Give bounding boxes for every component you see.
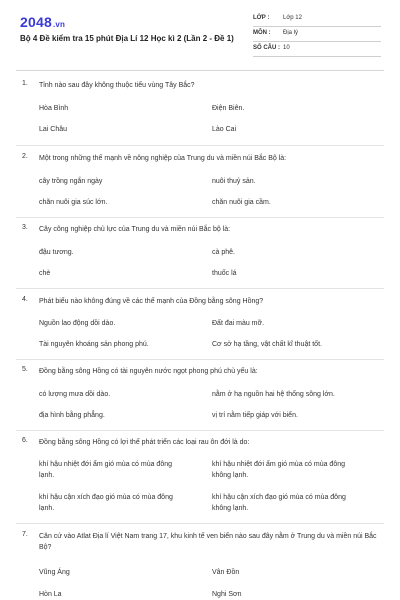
answer-option[interactable]: địa hình bằng phẳng. [39,412,105,419]
answer-option[interactable]: chè [39,270,51,277]
meta-value: Lớp 12 [283,15,302,21]
answer-option[interactable]: Nghi Sơn [212,591,242,598]
answer-option[interactable]: nằm ở hạ nguồn hai hệ thống sông lớn. [212,391,335,398]
meta-value: 10 [283,45,290,51]
answer-option[interactable]: Vũng Áng [39,569,70,576]
quiz-header [0,0,400,64]
answer-option[interactable]: thuốc lá [212,270,237,277]
answer-option[interactable]: Đất đai màu mỡ. [212,320,265,327]
question-number: 3. [22,224,28,231]
meta-row-class [253,12,381,27]
answer-option[interactable]: khí hậu nhiệt đới ẩm gió mùa có mùa đông lạnh. [39,461,173,479]
answer-option[interactable]: Lào Cai [212,126,237,133]
meta-label: MÔN : [253,30,271,36]
question-number: 1. [22,80,28,87]
meta-row-count [253,42,381,57]
question-number: 7. [22,531,28,538]
answer-option[interactable]: khí hậu cận xích đạo gió mùa có mùa đông lạnh. [39,494,173,512]
page-title: Bộ 4 Đề kiểm tra 15 phút Địa Lí 12 Học kì 2 (Lần 2 - Đề 1) [20,34,234,43]
answer-option[interactable]: Cơ sở hạ tầng, vật chất kĩ thuật tốt. [212,341,322,348]
answer-option[interactable]: chăn nuôi gia cầm. [212,199,271,206]
answer-option[interactable]: Tài nguyên khoáng sản phong phú. [39,341,149,348]
question-number: 6. [22,437,28,444]
site-logo[interactable] [20,14,65,30]
meta-label: SỐ CÂU : [253,45,280,51]
meta-row-subject [253,27,381,42]
question-number: 4. [22,296,28,303]
answer-option[interactable]: vị trí nằm tiếp giáp với biển. [212,412,298,419]
answer-option[interactable]: cây trồng ngắn ngày [39,178,103,185]
question-text: Cây công nghiệp chủ lực của Trung du và miền núi Bắc bộ là: [39,226,231,233]
question-divider [16,288,384,289]
answer-option[interactable]: Hòa Bình [39,105,69,112]
question-text: Đồng bằng sông Hồng có tài nguyên nước ngọt phong phú chủ yếu là: [39,368,258,375]
answer-option[interactable]: Điện Biên. [212,105,245,112]
answer-option[interactable]: đậu tương. [39,249,74,256]
question-number: 2. [22,153,28,160]
question-divider [16,217,384,218]
quiz-meta [253,12,381,57]
question-text: Một trong những thế mạnh về nông nghiệp của Trung du và miền núi Bắc Bộ là: [39,155,287,162]
question-number: 5. [22,366,28,373]
question-divider [16,359,384,360]
question-divider [16,145,384,146]
answer-option[interactable]: có lượng mưa dồi dào. [39,391,111,398]
question-divider [16,430,384,431]
meta-label: LỚP : [253,15,270,21]
logo-sub: .vn [52,20,66,29]
question-text: Đồng bằng sông Hồng có lợi thế phát triển các loại rau ôn đới là do: [39,439,250,446]
answer-option[interactable]: chăn nuôi gia súc lớn. [39,199,108,206]
answer-option[interactable]: khí hậu cận xích đạo gió mùa có mùa đông không lạnh. [212,494,346,512]
answer-option[interactable]: Nguồn lao động dồi dào. [39,320,116,327]
header-divider [16,70,384,71]
question-divider [16,523,384,524]
meta-value: Địa lý [283,30,299,36]
question-text: Căn cứ vào Atlat Địa lí Việt Nam trang 17, khu kinh tế ven biển nào sau đây nằm ở Trung du và miền núi Bắc Bộ? [39,533,377,551]
answer-option[interactable]: Lai Châu [39,126,68,133]
answer-option[interactable]: nuôi thuỷ sản. [212,178,256,185]
answer-option[interactable]: Vân Đồn [212,569,240,576]
answer-option[interactable]: cà phê. [212,249,235,256]
answer-option[interactable]: khí hậu nhiệt đới ẩm gió mùa có mùa đông không lạnh. [212,461,346,479]
question-text: Tỉnh nào sau đây không thuộc tiểu vùng Tây Bắc? [39,82,195,89]
answer-option[interactable]: Hòn La [39,591,62,598]
question-text: Phát biểu nào không đúng về các thế mạnh của Đồng bằng sông Hồng? [39,298,264,305]
logo-main: 2048 [20,14,52,30]
